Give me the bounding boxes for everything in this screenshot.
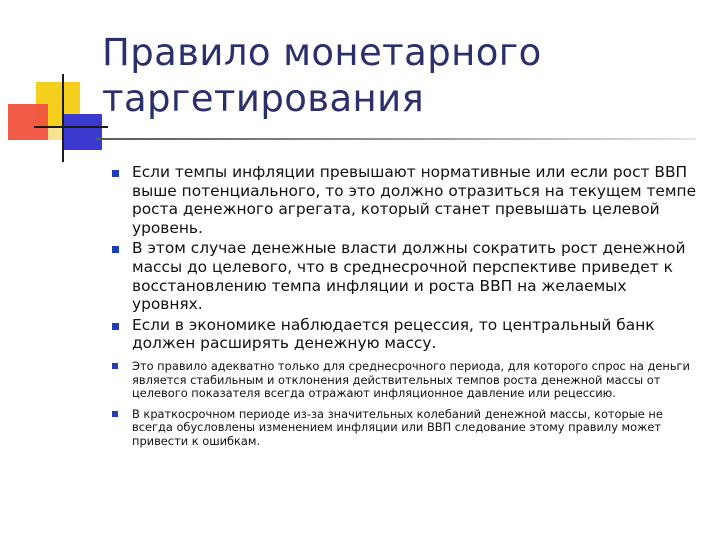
square-bullet-icon [112,170,119,177]
slide-title-line-2: таргетирования [102,77,425,120]
decorative-horizontal-line [34,126,108,128]
bullet-text: Это правило адекватно только для среднесрочного периода, для которого спрос на деньги является стабильным и отклонения действительных темпов роста денежной массы от целевого показателя всегда отражают инфляционное давление или рецессию. [132,358,690,401]
decorative-vertical-line [62,74,64,162]
square-bullet-icon [112,246,119,253]
bullet-text: В краткосрочном периоде из-за значительных колебаний денежной массы, которые не всегда обусловлены изменением инфляции или ВВП следование этому правилу может привести к ошибкам. [132,406,663,448]
title-divider [96,138,696,140]
square-bullet-icon [112,363,118,369]
bullet-item [112,408,702,449]
bullet-item [112,360,702,401]
bullet-item [112,163,702,237]
bullet-text: Если в экономике наблюдается рецессия, то центральный банк должен расширять денежную массу. [132,315,655,353]
decorative-red-square [8,104,48,140]
slide-title [102,30,682,122]
bullet-text: Если темпы инфляции превышают нормативные или если рост ВВП выше потенциального, то это должно отразиться на текущем темпе роста денежного агрегата, который станет превышать целевой уровень. [132,163,697,237]
slide-title-line-1: Правило монетарного [102,31,542,74]
square-bullet-icon [112,323,119,330]
bullet-text: В этом случае денежные власти должны сократить рост денежной массы до целевого, что в среднесрочной перспективе приведет к восстановлению темпа инфляции и роста ВВП на желаемых уровнях. [132,239,686,314]
square-bullet-icon [112,411,118,417]
decorative-blue-square [64,114,102,150]
bullet-item [112,316,702,353]
bullet-list [112,163,702,451]
bullet-item [112,239,702,313]
decorative-small-square [48,126,62,140]
